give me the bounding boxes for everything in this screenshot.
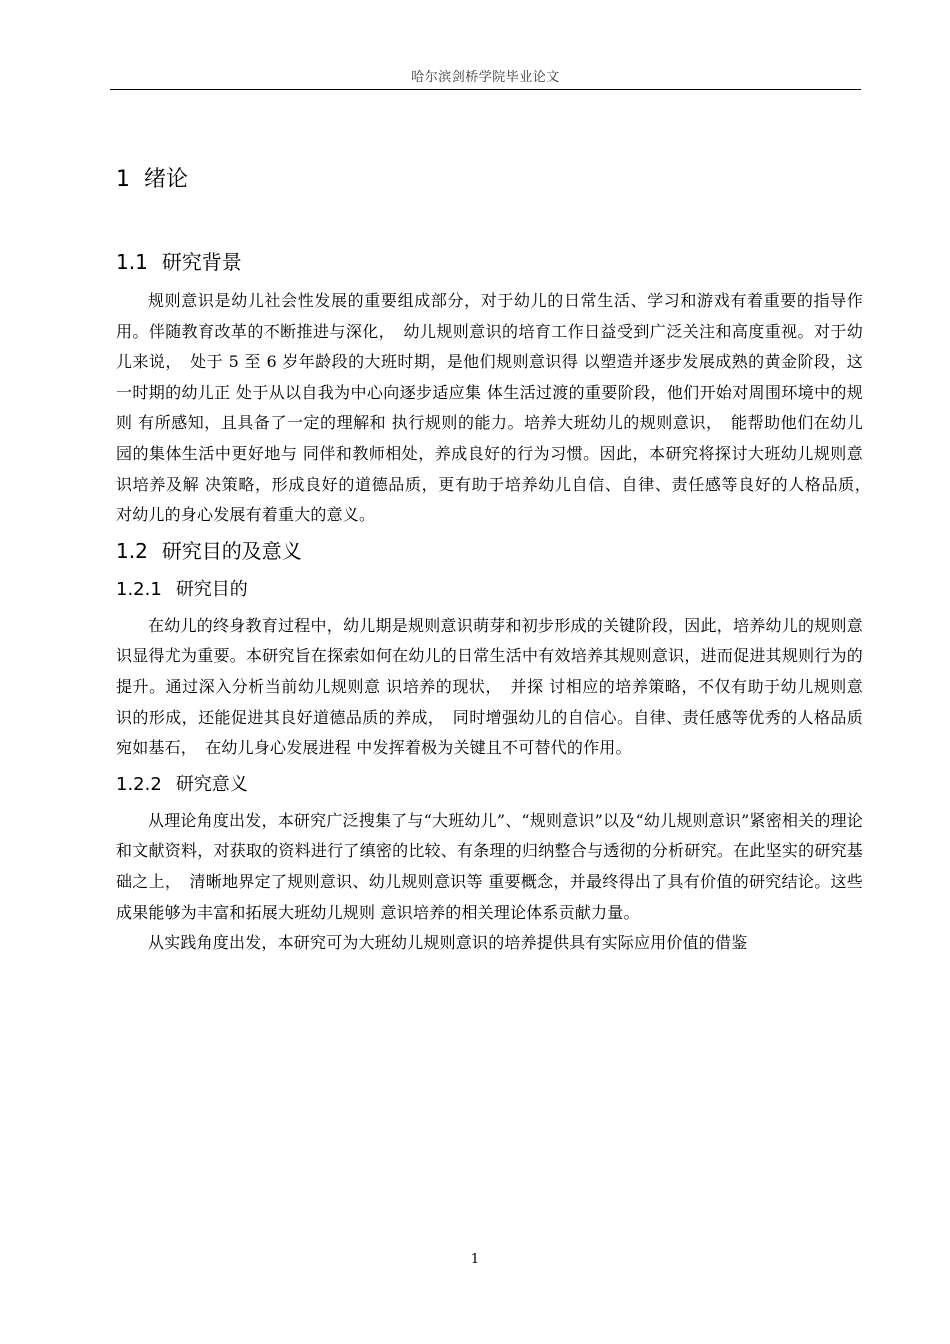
subsection-title: 研究意义 xyxy=(175,773,248,795)
section-number: 1.1 xyxy=(116,250,148,274)
chapter-number: 1 xyxy=(116,167,130,192)
section-heading-background xyxy=(116,244,863,280)
section-number: 1.2 xyxy=(116,538,148,563)
document-body xyxy=(116,160,880,959)
subsection-heading-purpose xyxy=(116,573,863,607)
purpose-paragraph: 在幼儿的终身教育过程中，幼儿期是规则意识萌芽和初步形成的关键阶段，因此，培养幼儿的规则意识显得尤为重要。本研究旨在探索如何在幼儿的日常生活中有效培养其规则意识，进而促进其规则行为的提升。通过深入分析当前幼儿规则意 识培养的现状， 并探 讨相应的培养策略，不仅有助于幼儿规则意识的形成，还能促进其良好道德品质的养成， 同时增强幼儿的自信心。自律、责任感等优秀的人格品质宛如基石， 在幼儿身心发展进程 中发挥着极为关键且不可替代的作用。 xyxy=(116,615,863,758)
significance-paragraph-practice: 从实践角度出发，本研究可为大班幼儿规则意识的培养提供具有实际应用价值的借鉴 xyxy=(148,933,748,953)
background-paragraph: 规则意识是幼儿社会性发展的重要组成部分，对于幼儿的日常生活、学习和游戏有着重要的指导作用。伴随教育改革的不断推进与深化， 幼儿规则意识的培育工作日益受到广泛关注和高度重视。对于幼儿来说， 处于 5 至 6 岁年龄段的大班时期，是他们规则意识得 以塑造并逐步发展成熟的黄金阶段，这一时期的幼儿正 处于从以自我为中心向逐步适应集 体生活过渡的重要阶段，他们开始对周围环境中的规则 有所感知，且具备了一定的理解和 执行规则的能力。培养大班幼儿的规则意识， 能帮助他们在幼儿园的集体生活中更好地与 同伴和教师相处，养成良好的行为习惯。因此，本研究将探讨大班幼儿规则意识培养及解 决策略，形成良好的道德品质，更有助于培养幼儿自信、自律、责任感等良好的人格品质， 对幼儿的身心发展有着重大的意义。 xyxy=(116,291,880,525)
subsection-title: 研究目的 xyxy=(175,578,248,600)
significance-paragraph-theory: 从理论角度出发，本研究广泛搜集了与“大班幼儿”、“规则意识”以及“幼儿规则意识”紧密相关的理论和文献资料，对获取的资料进行了缜密的比较、有条理的归纳整合与透彻的分析研究。在此坚实的研究基础之上， 清晰地界定了规则意识、幼儿规则意识等 重要概念，并最终得出了具有价值的研究结论。这些成果能够为丰富和拓展大班幼儿规则 意识培养的相关理论体系贡献力量。 xyxy=(116,810,863,922)
section-heading-purpose-significance xyxy=(116,533,863,569)
section-title: 研究目的及意义 xyxy=(161,538,302,563)
subsection-heading-significance xyxy=(116,768,863,802)
section-title: 研究背景 xyxy=(161,250,242,274)
subsection-number: 1.2.1 xyxy=(116,578,162,600)
page-number: 1 xyxy=(470,1252,480,1267)
header-divider xyxy=(110,89,861,90)
running-header: 哈尔滨剑桥学院毕业论文 xyxy=(411,70,560,85)
chapter-heading xyxy=(116,160,863,200)
chapter-title: 绪论 xyxy=(144,167,189,192)
subsection-number: 1.2.2 xyxy=(116,773,162,795)
